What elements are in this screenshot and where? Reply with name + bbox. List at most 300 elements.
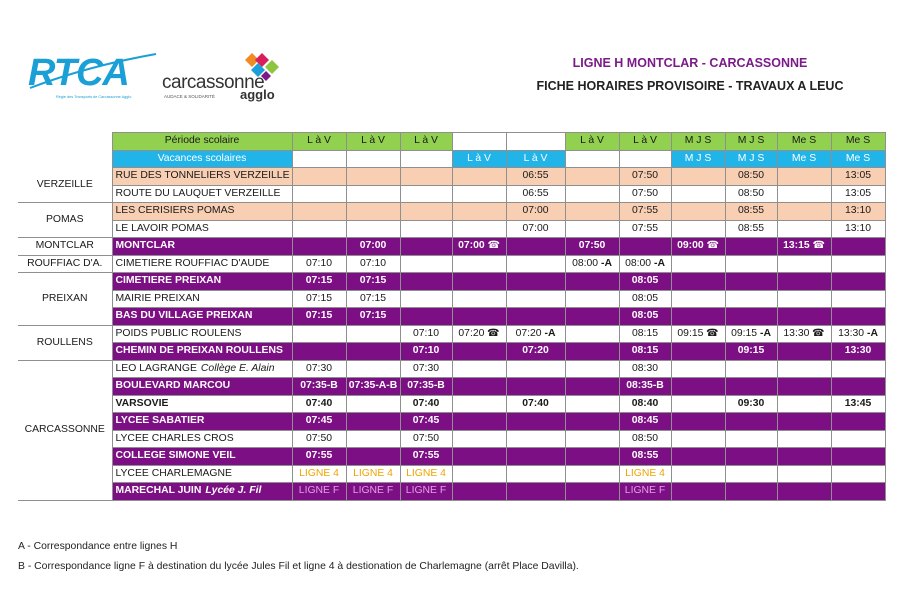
- time-value: 08:00: [572, 257, 599, 269]
- time-cell: [777, 220, 831, 238]
- time-cell: [725, 448, 777, 466]
- time-cell: [831, 185, 885, 203]
- time-cell: [452, 185, 506, 203]
- time-value: 08:15: [632, 327, 659, 339]
- time-value: 07:00: [522, 205, 549, 217]
- time-value: 07:15: [359, 310, 387, 322]
- time-value: 07:15: [360, 292, 387, 304]
- time-cell: [400, 360, 452, 378]
- stop-name-text: CIMETIERE ROUFFIAC D'AUDE: [115, 257, 270, 269]
- stop-row: [18, 185, 885, 203]
- time-cell: [725, 255, 777, 273]
- time-cell: [400, 448, 452, 466]
- time-value: 13:45: [844, 397, 872, 409]
- time-value: 07:15: [305, 275, 333, 287]
- vacances-day-cell: L à V: [506, 150, 565, 168]
- time-value: LIGNE F: [624, 485, 666, 497]
- vacances-day-cell: Me S: [831, 150, 885, 168]
- stop-name-text: BOULEVARD MARCOU: [115, 380, 231, 392]
- time-cell: [346, 465, 400, 483]
- time-cell: [671, 238, 725, 256]
- time-cell: [452, 430, 506, 448]
- time-value: 08:50: [738, 187, 765, 199]
- vacances-day-cell: [565, 150, 619, 168]
- time-cell: [400, 185, 452, 203]
- time-cell: [506, 203, 565, 221]
- time-cell: [292, 220, 346, 238]
- time-cell: [831, 220, 885, 238]
- time-value: 07:10: [306, 257, 333, 269]
- stop-name: [112, 325, 292, 343]
- time-cell: [292, 448, 346, 466]
- periode-day-cell: L à V: [619, 133, 671, 151]
- time-cell: [671, 343, 725, 361]
- time-cell: [671, 360, 725, 378]
- time-cell: [565, 430, 619, 448]
- time-value: 06:55: [522, 170, 549, 182]
- time-cell: [565, 308, 619, 326]
- time-cell: [831, 448, 885, 466]
- time-cell: [671, 325, 725, 343]
- time-cell: [619, 168, 671, 186]
- time-cell: [346, 255, 400, 273]
- time-cell: [565, 483, 619, 501]
- time-cell: [777, 290, 831, 308]
- stop-name-text: LYCEE CHARLES CROS: [115, 432, 234, 444]
- vacances-day-cell: M J S: [725, 150, 777, 168]
- time-cell: [292, 255, 346, 273]
- time-value: 07:20: [522, 345, 549, 357]
- time-cell: [452, 360, 506, 378]
- time-cell: [565, 168, 619, 186]
- time-cell: [831, 203, 885, 221]
- time-value: 07:00: [359, 240, 387, 252]
- time-cell: [506, 255, 565, 273]
- time-cell: [671, 255, 725, 273]
- time-cell: [565, 185, 619, 203]
- time-cell: [619, 203, 671, 221]
- stop-row: [18, 203, 885, 221]
- time-cell: [292, 430, 346, 448]
- correspondance-suffix: -A: [757, 327, 771, 339]
- time-value: 07:50: [578, 240, 606, 252]
- periode-day-cell: Me S: [777, 133, 831, 151]
- time-value: LIGNE F: [352, 485, 394, 497]
- time-cell: [619, 255, 671, 273]
- stop-name: [112, 378, 292, 396]
- stop-name: [112, 483, 292, 501]
- stop-name-text: POIDS PUBLIC ROULENS: [115, 327, 242, 339]
- time-cell: [671, 273, 725, 291]
- time-value: 08:30: [632, 362, 659, 374]
- time-cell: [565, 395, 619, 413]
- time-cell: [565, 413, 619, 431]
- stop-name-text: CHEMIN DE PREIXAN ROULLENS: [115, 345, 283, 357]
- time-cell: [777, 308, 831, 326]
- time-value: 08:55: [631, 450, 659, 462]
- stop-note: Lycée J. Fil: [205, 485, 262, 497]
- time-value: 07:50: [632, 187, 659, 199]
- stop-name-text: CIMETIERE PREIXAN: [115, 275, 222, 287]
- agglo-logo-subtitle: AUDACE & SOLIDARITÉ: [164, 94, 216, 99]
- time-cell: [506, 378, 565, 396]
- correspondance-suffix: -A: [864, 327, 878, 339]
- correspondance-suffix: -A-B: [375, 380, 398, 392]
- time-cell: [619, 465, 671, 483]
- logos: [28, 48, 318, 108]
- time-cell: [619, 360, 671, 378]
- time-cell: [831, 395, 885, 413]
- time-value: 07:40: [412, 397, 440, 409]
- periode-day-cell: M J S: [671, 133, 725, 151]
- time-cell: [292, 325, 346, 343]
- time-value: 08:40: [631, 397, 659, 409]
- time-cell: [831, 290, 885, 308]
- time-cell: [777, 255, 831, 273]
- time-cell: [619, 273, 671, 291]
- time-cell: [671, 395, 725, 413]
- vacances-day-cell: L à V: [452, 150, 506, 168]
- stop-name: [112, 273, 292, 291]
- time-value: 07:30: [306, 362, 333, 374]
- time-cell: [346, 168, 400, 186]
- locality-label: MONTCLAR: [18, 238, 112, 256]
- time-value: 07:55: [632, 222, 659, 234]
- rtca-logo-text: RTCA: [28, 52, 129, 94]
- time-cell: [452, 483, 506, 501]
- stop-name: [112, 168, 292, 186]
- time-cell: [565, 360, 619, 378]
- time-cell: [565, 343, 619, 361]
- line-title: LIGNE H MONTCLAR - CARCASSONNE: [572, 56, 808, 70]
- time-cell: [565, 290, 619, 308]
- time-cell: [565, 273, 619, 291]
- stop-name-text: BAS DU VILLAGE PREIXAN: [115, 310, 253, 322]
- time-cell: [346, 448, 400, 466]
- time-cell: [831, 168, 885, 186]
- time-cell: [619, 220, 671, 238]
- time-cell: [346, 395, 400, 413]
- time-cell: [292, 185, 346, 203]
- time-cell: [831, 325, 885, 343]
- time-value: 09:00: [677, 240, 704, 252]
- corner-cell: [18, 133, 112, 151]
- time-cell: [619, 413, 671, 431]
- correspondance-suffix: -A: [598, 257, 612, 269]
- stop-row: [18, 483, 885, 501]
- time-cell: [292, 483, 346, 501]
- locality-label: POMAS: [18, 203, 112, 238]
- time-value: 07:55: [305, 450, 333, 462]
- time-value: 09:15: [677, 327, 704, 339]
- time-cell: [725, 430, 777, 448]
- periode-day-cell: M J S: [725, 133, 777, 151]
- time-cell: [725, 308, 777, 326]
- time-value: 13:30: [783, 327, 810, 339]
- periode-day-cell: L à V: [565, 133, 619, 151]
- time-value: 08:55: [738, 222, 765, 234]
- periode-day-cell: [452, 133, 506, 151]
- time-cell: [346, 483, 400, 501]
- stop-row: [18, 290, 885, 308]
- time-cell: [346, 273, 400, 291]
- stop-name-text: LYCEE SABATIER: [115, 415, 205, 427]
- periode-day-cell: L à V: [292, 133, 346, 151]
- stop-row: [18, 448, 885, 466]
- stop-name: [112, 308, 292, 326]
- stop-name: [112, 220, 292, 238]
- time-value: LIGNE 4: [353, 467, 393, 479]
- stop-name: [112, 465, 292, 483]
- footnote-b: B - Correspondance ligne F à destination du lycée Jules Fil et ligne 4 à destionation de Charlemagne (arrêt Place Davilla).: [18, 561, 579, 572]
- stop-row: [18, 413, 885, 431]
- time-cell: [831, 360, 885, 378]
- time-cell: [619, 395, 671, 413]
- time-cell: [831, 255, 885, 273]
- time-cell: [777, 343, 831, 361]
- time-value: 07:55: [632, 205, 659, 217]
- time-cell: [777, 273, 831, 291]
- periode-day-cell: L à V: [400, 133, 452, 151]
- time-cell: [565, 465, 619, 483]
- time-cell: [777, 448, 831, 466]
- correspondance-suffix: -B: [326, 380, 338, 392]
- time-cell: [671, 308, 725, 326]
- time-cell: [506, 220, 565, 238]
- vacances-day-cell: [292, 150, 346, 168]
- stop-name-text: COLLEGE SIMONE VEIL: [115, 450, 236, 462]
- time-value: 07:10: [360, 257, 387, 269]
- footnote-a: A - Correspondance entre lignes H: [18, 541, 178, 552]
- time-cell: [506, 395, 565, 413]
- time-value: 08:50: [632, 432, 659, 444]
- correspondance-suffix: -A: [651, 257, 665, 269]
- time-cell: [777, 238, 831, 256]
- time-cell: [400, 168, 452, 186]
- stop-name-text: MONTCLAR: [115, 240, 175, 252]
- time-value: 08:15: [631, 345, 659, 357]
- time-value: 07:15: [305, 310, 333, 322]
- time-cell: [777, 168, 831, 186]
- time-cell: [400, 378, 452, 396]
- time-cell: [506, 325, 565, 343]
- time-cell: [725, 465, 777, 483]
- time-cell: [619, 430, 671, 448]
- time-cell: [452, 168, 506, 186]
- phone-icon: ☎: [703, 327, 719, 339]
- time-cell: [452, 220, 506, 238]
- time-cell: [565, 448, 619, 466]
- time-value: 08:05: [631, 275, 659, 287]
- time-cell: [452, 465, 506, 483]
- time-value: 08:05: [632, 292, 659, 304]
- phone-icon: ☎: [809, 327, 825, 339]
- time-cell: [671, 203, 725, 221]
- stop-name: [112, 290, 292, 308]
- time-cell: [452, 273, 506, 291]
- time-cell: [506, 238, 565, 256]
- time-cell: [452, 255, 506, 273]
- time-value: 07:20: [515, 327, 542, 339]
- agglo-logo-name: carcassonne: [162, 72, 265, 93]
- time-value: 07:00: [522, 222, 549, 234]
- time-cell: [619, 378, 671, 396]
- periode-day-cell: L à V: [346, 133, 400, 151]
- time-value: 07:20: [458, 327, 485, 339]
- time-cell: [777, 185, 831, 203]
- time-cell: [346, 343, 400, 361]
- stop-note: Collège E. Alain: [200, 362, 275, 374]
- time-cell: [777, 203, 831, 221]
- vacances-day-cell: M J S: [671, 150, 725, 168]
- stop-name-text: VARSOVIE: [115, 397, 169, 409]
- time-cell: [452, 413, 506, 431]
- time-value: 13:05: [845, 170, 872, 182]
- time-cell: [619, 448, 671, 466]
- time-cell: [671, 430, 725, 448]
- time-cell: [452, 308, 506, 326]
- time-value: 07:35: [348, 380, 376, 392]
- time-cell: [565, 203, 619, 221]
- time-cell: [400, 483, 452, 501]
- time-cell: [400, 413, 452, 431]
- time-cell: [777, 483, 831, 501]
- time-cell: [777, 430, 831, 448]
- vacances-day-cell: [619, 150, 671, 168]
- phone-icon: ☎: [703, 240, 719, 252]
- time-cell: [777, 413, 831, 431]
- time-cell: [619, 325, 671, 343]
- time-cell: [831, 413, 885, 431]
- time-cell: [506, 308, 565, 326]
- correspondance-suffix: -B: [433, 380, 445, 392]
- stop-row: [18, 430, 885, 448]
- time-value: 07:35: [407, 380, 434, 392]
- time-cell: [506, 413, 565, 431]
- time-cell: [292, 203, 346, 221]
- time-value: 07:50: [306, 432, 333, 444]
- stop-row: [18, 343, 885, 361]
- time-cell: [777, 465, 831, 483]
- time-cell: [452, 448, 506, 466]
- time-cell: [506, 465, 565, 483]
- time-cell: [671, 465, 725, 483]
- stop-name: [112, 395, 292, 413]
- time-cell: [506, 430, 565, 448]
- vacances-day-cell: [400, 150, 452, 168]
- time-cell: [619, 343, 671, 361]
- correspondance-suffix: -B: [652, 380, 664, 392]
- phone-icon: ☎: [809, 240, 825, 252]
- time-cell: [400, 395, 452, 413]
- time-cell: [346, 413, 400, 431]
- time-value: 07:00: [458, 240, 485, 252]
- time-value: 09:15: [737, 345, 765, 357]
- time-value: 07:40: [522, 397, 549, 409]
- time-cell: [671, 168, 725, 186]
- time-cell: [506, 290, 565, 308]
- time-cell: [565, 238, 619, 256]
- time-value: 13:15: [783, 240, 810, 252]
- time-value: 08:45: [631, 415, 659, 427]
- time-cell: [619, 185, 671, 203]
- time-value: 07:50: [632, 170, 659, 182]
- time-cell: [452, 238, 506, 256]
- time-value: 07:10: [413, 327, 440, 339]
- time-cell: [400, 255, 452, 273]
- vacances-scolaires-row: [18, 150, 885, 168]
- locality-label: PREIXAN: [18, 273, 112, 326]
- periode-day-cell: [506, 133, 565, 151]
- time-cell: [400, 290, 452, 308]
- stop-name: [112, 203, 292, 221]
- phone-icon: ☎: [484, 240, 500, 252]
- time-value: LIGNE F: [405, 485, 447, 497]
- time-cell: [619, 483, 671, 501]
- time-cell: [831, 238, 885, 256]
- time-cell: [346, 185, 400, 203]
- stop-row: [18, 308, 885, 326]
- time-cell: [671, 448, 725, 466]
- time-cell: [506, 343, 565, 361]
- stop-name-text: MAIRIE PREIXAN: [115, 292, 200, 304]
- time-value: 09:15: [731, 327, 758, 339]
- time-value: 13:30: [838, 327, 865, 339]
- time-cell: [506, 360, 565, 378]
- locality-label: VERZEILLE: [18, 168, 112, 203]
- time-cell: [292, 273, 346, 291]
- time-cell: [346, 308, 400, 326]
- stop-row: [18, 325, 885, 343]
- vacances-scolaires-label: Vacances scolaires: [112, 150, 292, 168]
- time-cell: [346, 203, 400, 221]
- time-cell: [400, 238, 452, 256]
- time-value: 13:10: [845, 205, 872, 217]
- time-cell: [671, 185, 725, 203]
- time-value: 07:55: [412, 450, 440, 462]
- stop-row: [18, 168, 885, 186]
- time-cell: [292, 378, 346, 396]
- time-cell: [725, 395, 777, 413]
- corner-cell: [18, 150, 112, 168]
- time-cell: [292, 360, 346, 378]
- time-value: 06:55: [522, 187, 549, 199]
- stop-row: [18, 378, 885, 396]
- stop-name-text: LEO LAGRANGE: [115, 362, 197, 374]
- time-cell: [619, 290, 671, 308]
- time-cell: [671, 378, 725, 396]
- stop-name-text: LES CERISIERS POMAS: [115, 205, 235, 217]
- time-value: 08:05: [631, 310, 659, 322]
- time-cell: [725, 273, 777, 291]
- time-cell: [452, 343, 506, 361]
- time-cell: [831, 308, 885, 326]
- time-cell: [777, 325, 831, 343]
- time-cell: [292, 413, 346, 431]
- stop-name: [112, 430, 292, 448]
- stop-row: [18, 395, 885, 413]
- time-cell: [346, 220, 400, 238]
- time-value: LIGNE 4: [625, 467, 665, 479]
- stop-row: [18, 465, 885, 483]
- stop-row: [18, 238, 885, 256]
- stop-name: [112, 185, 292, 203]
- timetable: [18, 132, 886, 501]
- time-cell: [671, 483, 725, 501]
- time-cell: [452, 325, 506, 343]
- time-cell: [725, 325, 777, 343]
- stop-name-text: MARECHAL JUIN: [115, 485, 202, 497]
